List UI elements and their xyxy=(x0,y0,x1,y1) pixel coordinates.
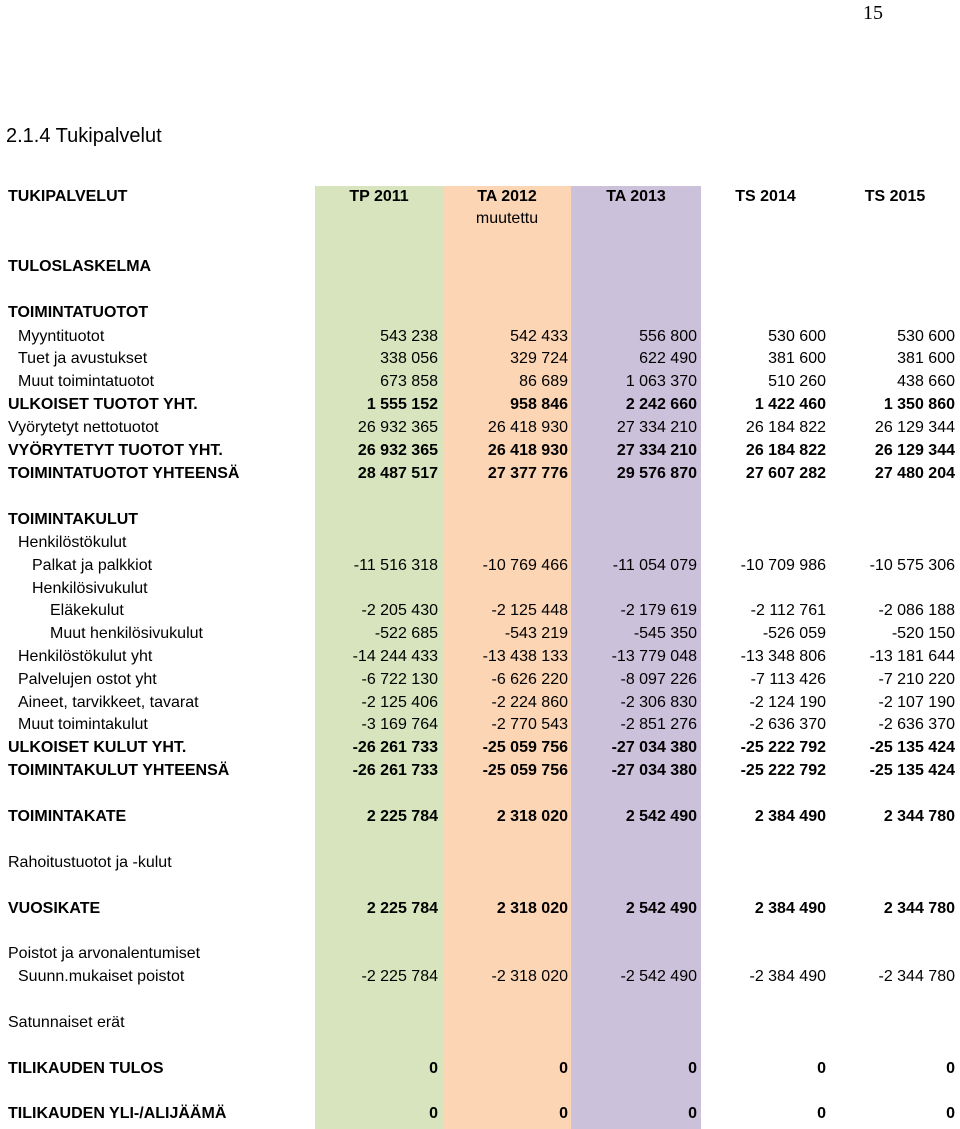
row-value: -3 169 764 xyxy=(361,716,438,733)
row-value: -25 135 424 xyxy=(869,762,955,779)
row-value: -2 125 406 xyxy=(361,694,438,711)
row-value: -2 542 490 xyxy=(620,968,697,985)
row-label: Aineet, tarvikkeet, tavarat xyxy=(18,694,199,711)
row-value: -25 135 424 xyxy=(869,739,955,756)
table-row xyxy=(0,692,960,714)
row-label: TILIKAUDEN TULOS xyxy=(8,1060,164,1077)
row-value: 2 242 660 xyxy=(625,396,697,413)
table-row xyxy=(0,623,960,645)
row-value: -2 636 370 xyxy=(878,716,955,733)
row-value: 542 433 xyxy=(510,328,568,345)
row-value: 2 384 490 xyxy=(754,900,826,917)
row-value: -25 222 792 xyxy=(740,762,826,779)
row-label: Palkat ja palkkiot xyxy=(32,557,153,574)
row-value: 2 225 784 xyxy=(366,900,438,917)
row-value: -2 124 190 xyxy=(749,694,826,711)
row-value: 2 344 780 xyxy=(883,808,955,825)
table-row xyxy=(0,326,960,348)
row-value: 543 238 xyxy=(380,328,438,345)
row-value: 0 xyxy=(817,1105,826,1122)
table-row xyxy=(0,532,960,554)
row-value: -2 306 830 xyxy=(620,694,697,711)
table-row xyxy=(0,714,960,736)
table-row xyxy=(0,371,960,393)
row-value: 530 600 xyxy=(768,328,826,345)
row-value: 26 129 344 xyxy=(874,419,955,436)
row-value: -2 112 761 xyxy=(750,602,826,619)
row-value: 0 xyxy=(429,1105,438,1122)
row-value: 0 xyxy=(946,1060,955,1077)
table-row xyxy=(0,348,960,370)
row-label: VUOSIKATE xyxy=(8,900,101,917)
row-label: Rahoitustuotot ja -kulut xyxy=(8,854,172,871)
table-row xyxy=(0,1058,960,1080)
row-value: 27 607 282 xyxy=(745,465,826,482)
row-value: 0 xyxy=(688,1105,697,1122)
row-value: -10 575 306 xyxy=(869,557,955,574)
table-row xyxy=(0,578,960,600)
row-value: 27 334 210 xyxy=(616,419,697,436)
row-value: -7 113 426 xyxy=(750,671,826,688)
column-header-ta-2013: TA 2013 xyxy=(606,188,666,205)
row-label: Muut toimintatuotot xyxy=(18,373,155,390)
row-value: 27 334 210 xyxy=(616,442,697,459)
row-value: 29 576 870 xyxy=(616,465,697,482)
row-value: 510 260 xyxy=(768,373,826,390)
row-value: 0 xyxy=(688,1060,697,1077)
row-value: -10 769 466 xyxy=(482,557,568,574)
row-value: 26 129 344 xyxy=(874,442,955,459)
table-row xyxy=(0,966,960,988)
row-value: 329 724 xyxy=(510,350,568,367)
row-label: Eläkekulut xyxy=(50,602,124,619)
row-value: -2 384 490 xyxy=(749,968,826,985)
table-row xyxy=(0,440,960,462)
row-value: 0 xyxy=(559,1060,568,1077)
row-value: -11 516 318 xyxy=(353,557,438,574)
row-value: -2 770 543 xyxy=(491,716,568,733)
row-value: -2 344 780 xyxy=(878,968,955,985)
row-value: -27 034 380 xyxy=(611,739,697,756)
row-label: Henkilöstökulut yht xyxy=(18,648,153,665)
row-value: 438 660 xyxy=(897,373,955,390)
row-value: -2 851 276 xyxy=(620,716,697,733)
column-header-tp-2011: TP 2011 xyxy=(349,188,409,205)
row-value: -25 059 756 xyxy=(482,762,568,779)
row-value: -13 181 644 xyxy=(869,648,955,665)
column-header-ts-2014: TS 2014 xyxy=(735,188,796,205)
row-label: Henkilösivukulut xyxy=(32,580,148,597)
row-label: Vyörytetyt nettotuotot xyxy=(8,419,159,436)
row-value: -2 125 448 xyxy=(491,602,568,619)
row-value: 958 846 xyxy=(510,396,568,413)
row-value: 338 056 xyxy=(380,350,438,367)
row-value: -14 244 433 xyxy=(352,648,438,665)
row-label: TOIMINTATUOTOT xyxy=(8,304,149,321)
row-value: -2 636 370 xyxy=(749,716,826,733)
row-value: -2 179 619 xyxy=(620,602,697,619)
row-value: 622 490 xyxy=(639,350,697,367)
row-value: 27 480 204 xyxy=(874,465,955,482)
table-row xyxy=(0,898,960,920)
table-row xyxy=(0,1012,960,1034)
row-value: 556 800 xyxy=(639,328,697,345)
table-row xyxy=(0,737,960,759)
row-value: 673 858 xyxy=(380,373,438,390)
row-value: -526 059 xyxy=(762,625,826,642)
row-value: -2 086 188 xyxy=(878,602,955,619)
row-value: 530 600 xyxy=(897,328,955,345)
row-value: 2 344 780 xyxy=(883,900,955,917)
row-value: 2 318 020 xyxy=(496,900,568,917)
row-value: 0 xyxy=(946,1105,955,1122)
row-value: 2 542 490 xyxy=(625,808,697,825)
row-value: 26 932 365 xyxy=(357,419,438,436)
row-value: -6 722 130 xyxy=(361,671,438,688)
row-label: Satunnaiset erät xyxy=(8,1014,125,1031)
row-value: -13 779 048 xyxy=(611,648,697,665)
row-value: -27 034 380 xyxy=(611,762,697,779)
row-label: Tuet ja avustukset xyxy=(18,350,148,367)
row-value: 1 555 152 xyxy=(366,396,438,413)
row-value: 26 418 930 xyxy=(487,442,568,459)
row-value: -522 685 xyxy=(374,625,438,642)
table-row xyxy=(0,669,960,691)
row-label: TOIMINTATUOTOT YHTEENSÄ xyxy=(8,465,240,482)
table-row xyxy=(0,463,960,485)
table-row xyxy=(0,1103,960,1125)
row-value: 26 932 365 xyxy=(357,442,438,459)
row-value: 26 418 930 xyxy=(487,419,568,436)
row-label: ULKOISET TUOTOT YHT. xyxy=(8,396,198,413)
row-label: Myyntituotot xyxy=(18,328,105,345)
row-value: -2 224 860 xyxy=(491,694,568,711)
row-value: -2 318 020 xyxy=(491,968,568,985)
row-value: -11 054 079 xyxy=(612,557,697,574)
row-value: 381 600 xyxy=(768,350,826,367)
table-row xyxy=(0,600,960,622)
row-value: 2 384 490 xyxy=(754,808,826,825)
row-label: Palvelujen ostot yht xyxy=(18,671,157,688)
row-value: -2 107 190 xyxy=(878,694,955,711)
row-value: -26 261 733 xyxy=(352,739,438,756)
row-label: Henkilöstökulut xyxy=(18,534,127,551)
row-value: -543 219 xyxy=(504,625,568,642)
row-value: -7 210 220 xyxy=(878,671,955,688)
row-value: -10 709 986 xyxy=(740,557,826,574)
row-value: 0 xyxy=(429,1060,438,1077)
row-value: 26 184 822 xyxy=(745,442,826,459)
table-row xyxy=(0,417,960,439)
table-row xyxy=(0,646,960,668)
column-header-subtitle: muutettu xyxy=(475,210,539,227)
row-label: TILIKAUDEN YLI-/ALIJÄÄMÄ xyxy=(8,1105,227,1122)
row-label: TOIMINTAKULUT xyxy=(8,511,139,528)
row-label: Poistot ja arvonalentumiset xyxy=(8,945,201,962)
row-label: TOIMINTAKULUT YHTEENSÄ xyxy=(8,762,230,779)
table-row xyxy=(0,302,960,324)
row-label: Suunn.mukaiset poistot xyxy=(18,968,185,985)
row-value: -520 150 xyxy=(891,625,955,642)
row-value: -2 225 784 xyxy=(361,968,438,985)
row-value: -13 438 133 xyxy=(482,648,568,665)
row-value: 1 063 370 xyxy=(625,373,697,390)
column-header-ts-2015: TS 2015 xyxy=(864,188,926,205)
table-row xyxy=(0,760,960,782)
row-value: 381 600 xyxy=(897,350,955,367)
row-value: 0 xyxy=(559,1105,568,1122)
row-value: 2 225 784 xyxy=(366,808,438,825)
table-row xyxy=(0,806,960,828)
page-number: 15 xyxy=(863,2,883,24)
table-row xyxy=(0,852,960,874)
column-header-ta-2012: TA 2012 muutettu xyxy=(443,186,571,230)
row-value: 27 377 776 xyxy=(487,465,568,482)
row-value: -8 097 226 xyxy=(620,671,697,688)
row-value: 1 422 460 xyxy=(754,396,826,413)
row-value: -2 205 430 xyxy=(361,602,438,619)
table-row xyxy=(0,943,960,965)
row-label: Muut henkilösivukulut xyxy=(50,625,203,642)
row-value: -545 350 xyxy=(633,625,697,642)
row-value: -25 059 756 xyxy=(482,739,568,756)
row-value: -26 261 733 xyxy=(352,762,438,779)
row-label: TOIMINTAKATE xyxy=(8,808,127,825)
row-value: -6 626 220 xyxy=(491,671,568,688)
table-row xyxy=(0,256,960,278)
row-label: VYÖRYTETYT TUOTOT YHT. xyxy=(8,442,223,459)
row-label: ULKOISET KULUT YHT. xyxy=(8,739,187,756)
table-title: TUKIPALVELUT xyxy=(8,188,128,205)
table-row xyxy=(0,394,960,416)
row-value: 0 xyxy=(817,1060,826,1077)
section-heading: 2.1.4 Tukipalvelut xyxy=(6,125,162,147)
row-value: -25 222 792 xyxy=(740,739,826,756)
table-row xyxy=(0,509,960,531)
row-value: 1 350 860 xyxy=(883,396,955,413)
row-value: 26 184 822 xyxy=(745,419,826,436)
row-value: 28 487 517 xyxy=(357,465,438,482)
row-value: 86 689 xyxy=(519,373,568,390)
table-row xyxy=(0,555,960,577)
row-value: -13 348 806 xyxy=(740,648,826,665)
row-label: Muut toimintakulut xyxy=(18,716,148,733)
row-value: 2 318 020 xyxy=(496,808,568,825)
row-value: 2 542 490 xyxy=(625,900,697,917)
row-label: TULOSLASKELMA xyxy=(8,258,152,275)
